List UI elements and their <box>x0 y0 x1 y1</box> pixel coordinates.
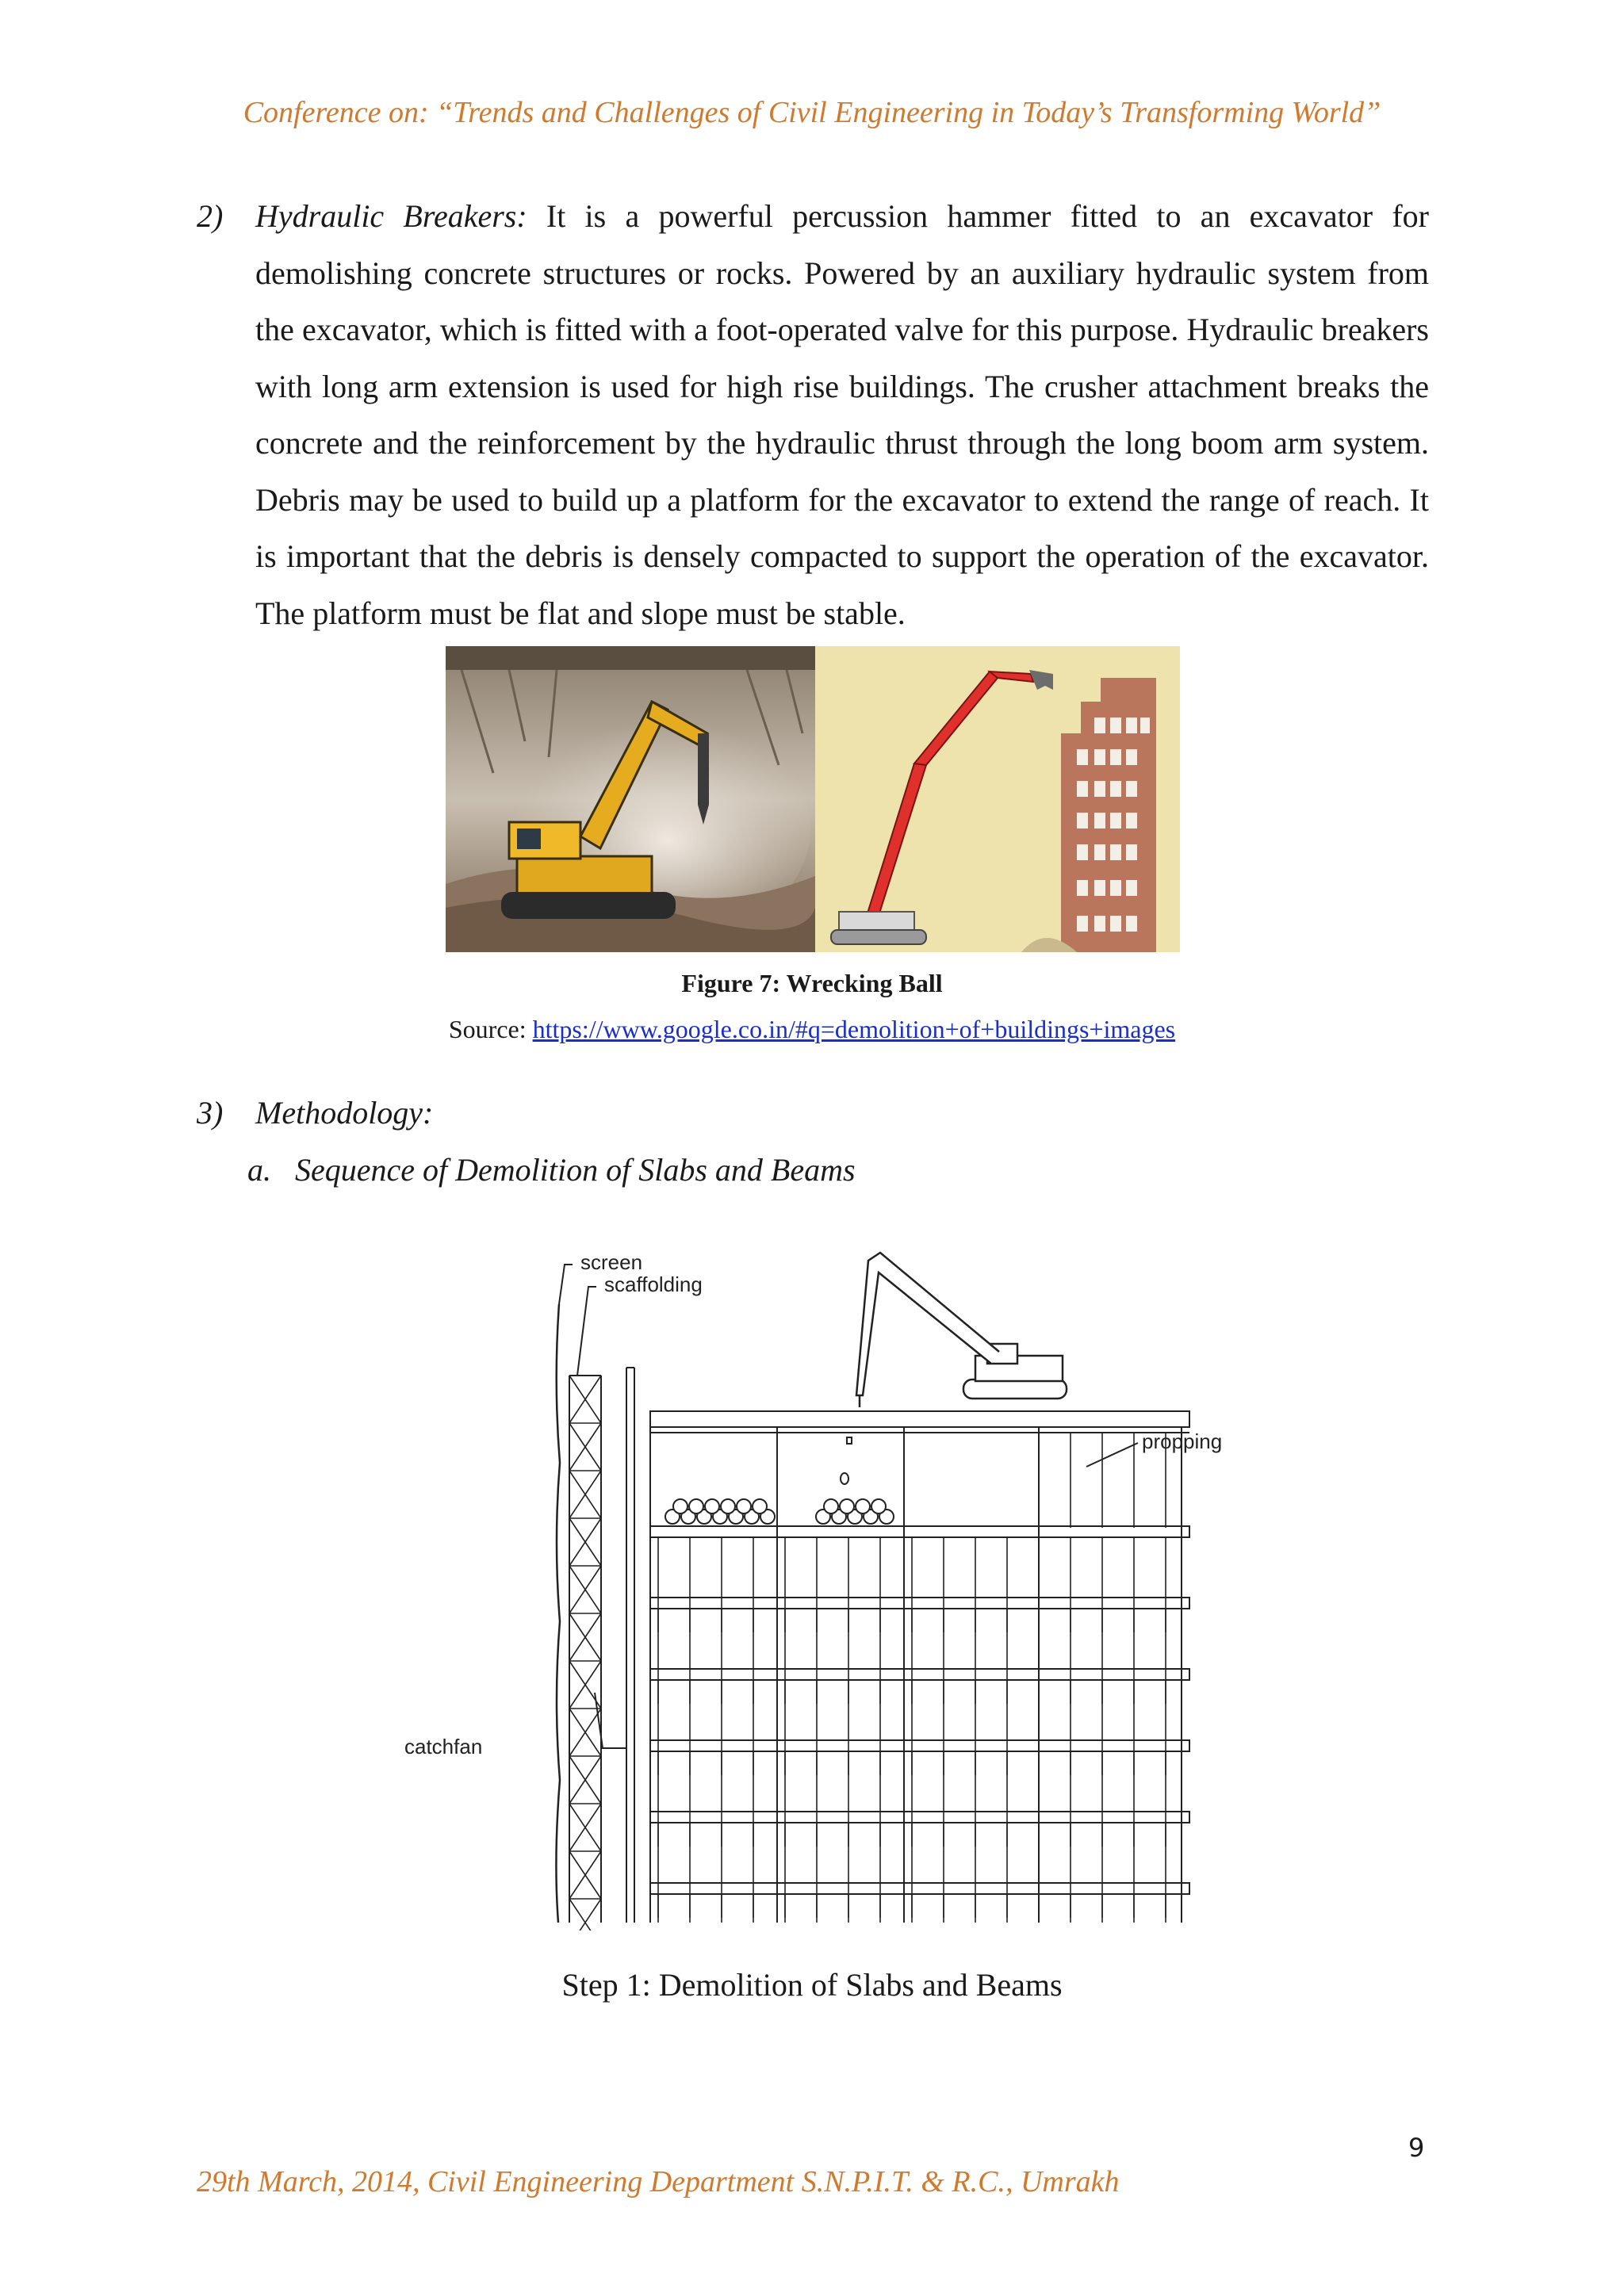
label-propping: propping <box>1142 1429 1223 1453</box>
figure-source <box>0 1015 1624 1044</box>
label-scaffolding: scaffolding <box>604 1272 703 1296</box>
paragraph-body: It is a powerful percussion hammer fitted to an excavator for demolishing concrete structures or rocks. Powered by an auxiliary hydraulic system from the excavator, which is fitted with a foot-operated valve for this purpose. Hydraulic breakers with long arm extension is used for high rise buildings. The crusher attachment breaks the concrete and the reinforcement by the hydraulic thrust through the long boom arm system. Debris may be used to build up a platform for the excavator to extend the range of reach. It is important that the debris is densely compacted to support the operation of the excavator. The platform must be flat and slope must be stable. <box>255 198 1429 631</box>
subsection-letter: a. <box>247 1152 271 1188</box>
subsection-heading: Sequence of Demolition of Slabs and Beams <box>295 1152 856 1188</box>
section-number-3: 3) <box>197 1095 224 1131</box>
term-hydraulic-breakers: Hydraulic Breakers: <box>255 198 527 234</box>
step-caption: Step 1: Demolition of Slabs and Beams <box>561 1967 1063 2003</box>
section-number: 2) <box>197 198 224 234</box>
methodology-heading: Methodology: <box>255 1095 434 1131</box>
label-screen: screen <box>580 1250 643 1274</box>
page-number: 9 <box>1408 2133 1425 2163</box>
excavator-breaker-photo <box>446 646 815 952</box>
source-label: Source: <box>448 1015 533 1043</box>
running-header: Conference on: “Trends and Challenges of Civil Engineering in Today’s Transforming World” <box>243 96 1381 129</box>
source-link[interactable]: https://www.google.co.in/#q=demolition+of+buildings+images <box>532 1015 1176 1043</box>
label-catchfan: catchfan <box>404 1735 483 1758</box>
demolition-sequence-diagram <box>389 1225 1237 1934</box>
running-footer: 29th March, 2014, Civil Engineering Department S.N.P.I.T. & R.C., Umrakh <box>197 2165 1120 2198</box>
long-reach-crusher-illustration <box>815 646 1180 952</box>
figure-caption: Figure 7: Wrecking Ball <box>681 969 943 997</box>
hydraulic-breakers-paragraph <box>255 188 1429 641</box>
